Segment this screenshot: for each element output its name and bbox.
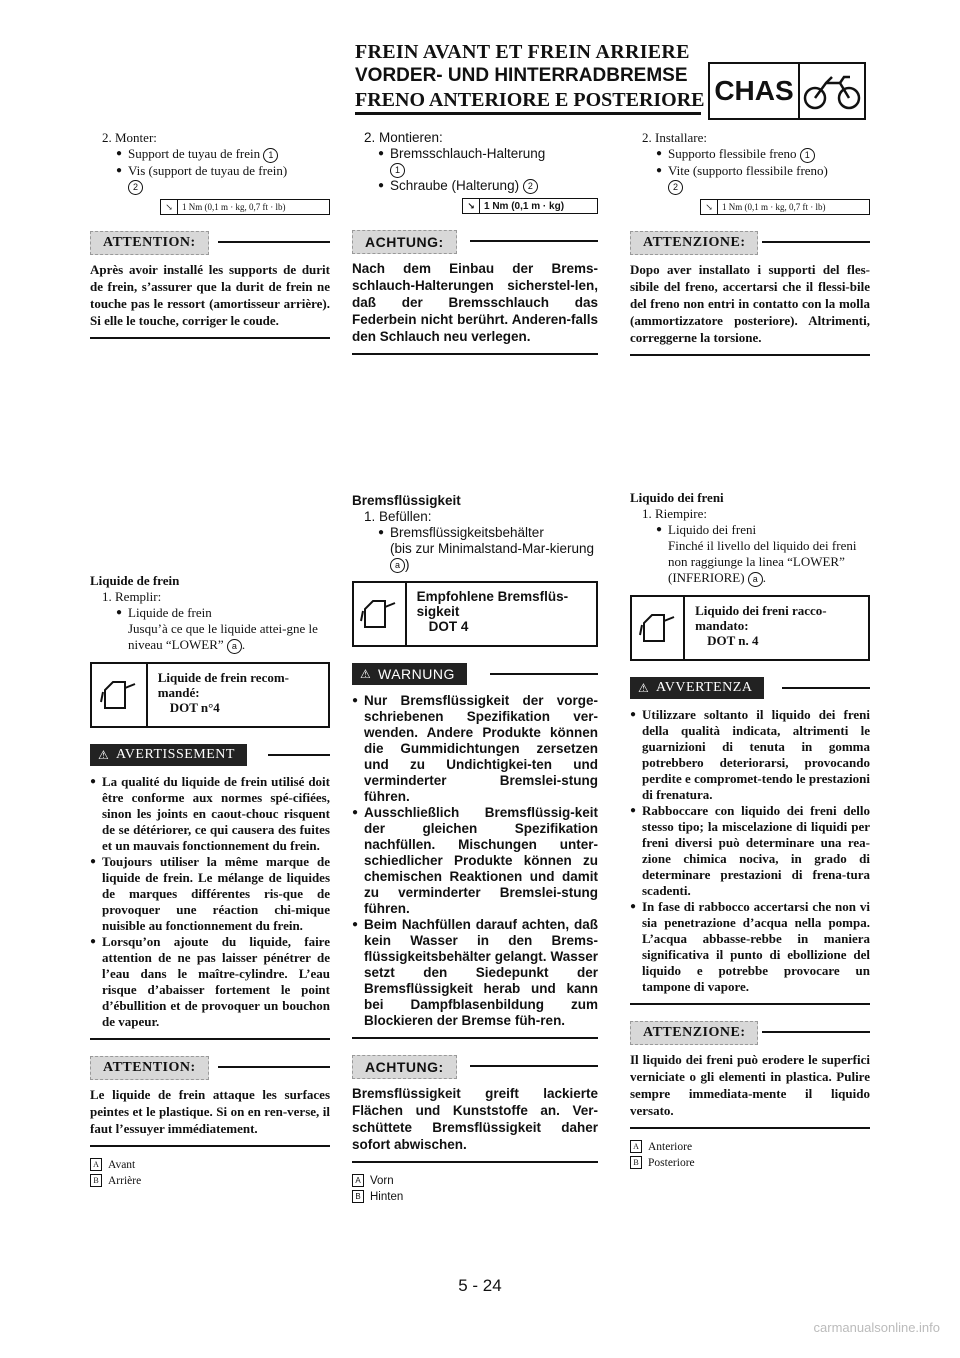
list-item: ● Support de tuyau de frein 1 xyxy=(116,146,330,163)
attention-header: ATTENZIONE: xyxy=(630,231,870,255)
torque-spec: ↘ 1 Nm (0,1 m · kg) xyxy=(462,198,598,214)
fill-instruction: Finché il livello del liquido dei freni non raggiunge la linea “LOWER” (INFERIORE) a . xyxy=(668,538,857,586)
ref-marker: 2 xyxy=(128,180,143,195)
list-item: ● Schraube (Halterung) 2 xyxy=(378,178,598,194)
oil-can-icon xyxy=(632,597,685,659)
list-item: ● Bremsflüssigkeitsbehälter xyxy=(378,525,598,541)
wrench-icon: ↘ xyxy=(161,200,178,214)
section-title: Liquido dei freni xyxy=(630,490,724,506)
legend: A Avant B Arrière xyxy=(90,1157,330,1189)
legend: A Anteriore B Posteriore xyxy=(630,1139,870,1171)
recommended-fluid-box: Liquido dei freni racco-mandato: DOT n. 4 xyxy=(630,595,870,661)
step-fill: 1. Befüllen: xyxy=(364,509,432,524)
header-rule xyxy=(355,112,701,115)
ref-marker: 2 xyxy=(523,179,538,194)
section-code: CHAS xyxy=(710,64,800,118)
list-item: ● Bremsschlauch-Halterung 1 xyxy=(378,146,598,178)
torque-spec: ↘ 1 Nm (0,1 m · kg, 0,7 ft · lb) xyxy=(700,199,870,215)
step-install: 2. Montieren: xyxy=(364,130,443,145)
attention-box: Le liquide de frein attaque les surfaces peintes et le plastique. Si on en ren-verse, il faut l’essuyer immédiatement. xyxy=(90,1080,330,1147)
title-german: VORDER- UND HINTERRADBREMSE xyxy=(355,65,688,86)
attention-header: ACHTUNG: xyxy=(352,230,598,254)
page-number: 5 - 24 xyxy=(458,1276,502,1295)
attention-box: Bremsflüssigkeit greift lackierte Flächen und Kunststoffe an. Ver-schüttete Bremsflüssigkeit daher sofort abwischen. xyxy=(352,1079,598,1163)
step-install: 2. Installare: xyxy=(642,130,707,145)
torque-spec: ↘ 1 Nm (0,1 m · kg, 0,7 ft · lb) xyxy=(160,199,330,215)
attention-box: Dopo aver installato i supporti del fles-sibile del freno, accertarsi che il flessi-bile del freno non entri in contatto con la molla (ammortizzatore posteriore). Altrimenti, correggerne la torsione. xyxy=(630,255,870,356)
recommended-fluid-box: Empfohlene Bremsflüs-sigkeit DOT 4 xyxy=(352,581,598,647)
ref-marker: 2 xyxy=(668,180,683,195)
column-german xyxy=(352,130,598,1205)
oil-can-icon xyxy=(92,664,148,726)
list-item: ● Supporto flessibile freno 1 xyxy=(656,146,870,163)
footer-watermark: carmanualsonline.info xyxy=(813,1320,940,1335)
fill-instruction: Jusqu’à ce que le liquide attei-gne le niveau “LOWER” a . xyxy=(128,621,318,653)
ref-marker: 1 xyxy=(263,148,278,163)
step-fill: 1. Remplir: xyxy=(102,589,162,605)
attention-header: ATTENTION: xyxy=(90,1056,330,1080)
list-item: ● Liquide de frein xyxy=(116,605,330,621)
attention-header: ATTENZIONE: xyxy=(630,1021,870,1045)
wrench-icon: ↘ xyxy=(463,199,480,213)
attention-box: Nach dem Einbau der Brems-schlauch-Halterungen sicherstel-len, daß der Bremsschlauch das Federbein nicht berührt. Anderen-falls den Schlauch neu verlegen. xyxy=(352,254,598,355)
warning-box: ● Utilizzare soltanto il liquido dei freni della qualità indicata, altrimenti le guarnizioni di tenuta in gomma potrebbero deteriorarsi, provocando perdite e compromet-tendo le prestazioni di frenatura. ● Rabboccare con liquido dei freni dello stesso tipo; la miscelazione di liquidi per freni diversi può determinare una rea-zione chimica nociva, in grado di determinare prestazioni di frena-tura scadenti. ● In fase di rabbocco accertarsi che non vi sia penetrazione d’acqua nella pompa. L’acqua abbasse-rebbe in maniera significativa il punto di ebollizione del liquido e potrebbe provocare un tampone di vapore. xyxy=(630,701,870,1005)
legend: A Vorn B Hinten xyxy=(352,1173,598,1205)
ref-marker: 1 xyxy=(390,163,405,178)
step-fill: 1. Riempire: xyxy=(642,506,707,522)
list-item: ● Liquido dei freni xyxy=(656,522,870,538)
column-italian xyxy=(630,130,870,1171)
motorcycle-icon xyxy=(800,71,864,111)
title-italian: FRENO ANTERIORE E POSTERIORE xyxy=(355,89,705,111)
warning-header: ⚠ WARNUNG xyxy=(352,663,598,687)
attention-box: Il liquido dei freni può erodere le superfici verniciate o gli elementi in plastica. Pulire sempre immediata-mente il liquido versato. xyxy=(630,1045,870,1129)
column-french xyxy=(90,130,330,1189)
attention-box: Après avoir installé les supports de durit de frein, s’assurer que la durit de frein ne touche pas le ressort (amortisseur arrière). Si elle le touche, corriger le coude. xyxy=(90,255,330,339)
warning-box: ● La qualité du liquide de frein utilisé doit être conforme aux normes spé-cifiées, sinon les joints en caout-chouc risquent de se détériorer, ce qui causera des fuites et un mauvais fonctionnement du frein. ● Toujours utiliser la même marque de liquide de frein. Le mélange de liquides de marques différentes ris-que de provoquer une réaction chi-mique nuisible au fonctionnement du frein. ● Lorsqu’on ajoute du liquide, faire attention de ne pas laisser pénétrer de l’eau dans le maître-cylindre. L’eau risque d’abaisser fortement le point d’ébullition et de provoquer un bouchon de vapeur. xyxy=(90,768,330,1040)
section-title: Liquide de frein xyxy=(90,573,180,589)
warning-header: ⚠ AVERTISSEMENT xyxy=(90,744,330,768)
section-badge xyxy=(708,62,866,120)
oil-can-icon xyxy=(354,583,407,645)
attention-header: ATTENTION: xyxy=(90,231,330,255)
step-install: 2. Monter: xyxy=(102,130,157,145)
attention-header: ACHTUNG: xyxy=(352,1055,598,1079)
list-item: ● Vis (support de tuyau de frein) 2 xyxy=(116,163,330,196)
list-item: ● Vite (supporto flessibile freno) 2 xyxy=(656,163,870,196)
section-title: Bremsflüssigkeit xyxy=(352,493,461,508)
wrench-icon: ↘ xyxy=(701,200,718,214)
warning-header: ⚠ AVVERTENZA xyxy=(630,677,870,701)
warning-box: ● Nur Bremsflüssigkeit der vorge-schriebenen Spezifikation ver-wenden. Andere Produkte können die Gummidichtungen zersetzen und zu Undichtigkei-ten und verminderter Bremslei-stung führen. ● Ausschließlich Bremsflüssig-keit der gleichen Spezifikation nachfüllen. Mischungen unter-schiedlicher Produkte können zu chemischen Reaktionen und damit zu verminderter Bremslei-stung führen. ● Beim Nachfüllen darauf achten, daß kein Wasser in den Brems-flüssigkeitsbehälter gelangt. Wasser setzt den Siedepunkt der Bremsflüssigkeit herab und kann bei Dampfblasenbildung zum Blockieren der Bremse füh-ren. xyxy=(352,687,598,1039)
title-french: FREIN AVANT ET FREIN ARRIERE xyxy=(355,41,690,63)
ref-marker: 1 xyxy=(800,148,815,163)
fill-instruction: (bis zur Minimalstand-Mar-kierung a ) xyxy=(390,541,595,572)
recommended-fluid-box: Liquide de frein recom-mandé: DOT n°4 xyxy=(90,662,330,728)
